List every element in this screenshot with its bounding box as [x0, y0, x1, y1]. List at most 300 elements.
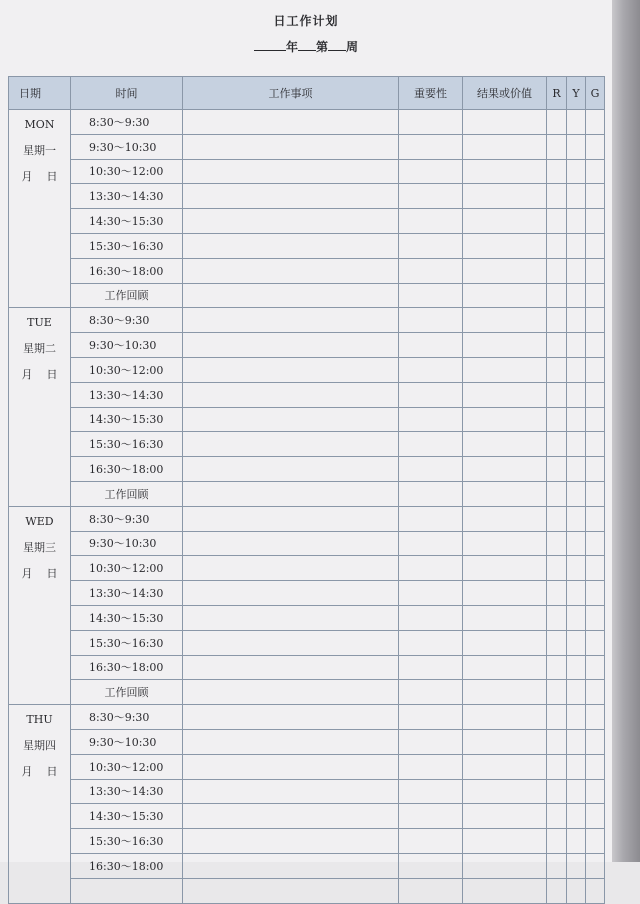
y-cell[interactable]: [567, 829, 586, 854]
time-slot: 14:30～15:30: [71, 209, 183, 234]
result-cell[interactable]: [463, 432, 547, 457]
time-slot-row: [9, 556, 605, 581]
header-importance: 重要性: [399, 77, 463, 110]
result-cell[interactable]: [463, 605, 547, 630]
task-cell[interactable]: [183, 878, 399, 903]
r-cell[interactable]: [547, 605, 567, 630]
time-slot-row: [9, 134, 605, 159]
result-cell[interactable]: [463, 134, 547, 159]
day-label-cell: [9, 308, 71, 506]
y-cell[interactable]: [567, 754, 586, 779]
day-abbr: TUE: [27, 316, 52, 330]
work-review-label: 工作回顾: [71, 680, 183, 705]
g-cell[interactable]: [586, 357, 605, 382]
g-cell[interactable]: [586, 209, 605, 234]
time-slot-row: [9, 729, 605, 754]
time-slot: 10:30～12:00: [71, 754, 183, 779]
time-slot-row: [9, 184, 605, 209]
time-slot-row: [9, 853, 605, 878]
y-cell[interactable]: [567, 655, 586, 680]
y-cell[interactable]: [567, 556, 586, 581]
time-slot: 13:30～14:30: [71, 581, 183, 606]
r-cell[interactable]: [547, 531, 567, 556]
r-cell[interactable]: [547, 159, 567, 184]
task-cell[interactable]: [183, 754, 399, 779]
day-weekday: 星期四: [23, 739, 56, 753]
y-cell[interactable]: [567, 457, 586, 482]
book-spine: [612, 0, 640, 862]
r-cell[interactable]: [547, 804, 567, 829]
time-slot: 14:30～15:30: [71, 605, 183, 630]
importance-cell[interactable]: [399, 159, 463, 184]
result-cell[interactable]: [463, 258, 547, 283]
y-cell[interactable]: [567, 333, 586, 358]
r-cell[interactable]: [547, 630, 567, 655]
r-cell[interactable]: [547, 754, 567, 779]
importance-cell[interactable]: [399, 382, 463, 407]
y-cell[interactable]: [567, 630, 586, 655]
time-slot: 13:30～14:30: [71, 382, 183, 407]
g-cell[interactable]: [586, 184, 605, 209]
time-slot: 13:30～14:30: [71, 779, 183, 804]
y-cell[interactable]: [567, 481, 586, 506]
time-slot-row: [9, 829, 605, 854]
importance-cell[interactable]: [399, 581, 463, 606]
importance-cell[interactable]: [399, 531, 463, 556]
g-cell[interactable]: [586, 754, 605, 779]
task-cell[interactable]: [183, 605, 399, 630]
importance-cell[interactable]: [399, 134, 463, 159]
r-cell[interactable]: [547, 729, 567, 754]
time-slot-row: [9, 159, 605, 184]
y-cell[interactable]: [567, 382, 586, 407]
g-cell[interactable]: [586, 333, 605, 358]
g-cell[interactable]: [586, 779, 605, 804]
time-slot-row: [9, 804, 605, 829]
task-cell[interactable]: [183, 233, 399, 258]
g-cell[interactable]: [586, 705, 605, 730]
review-row: [9, 680, 605, 705]
g-cell[interactable]: [586, 605, 605, 630]
y-cell[interactable]: [567, 506, 586, 531]
g-cell[interactable]: [586, 283, 605, 308]
y-cell[interactable]: [567, 729, 586, 754]
importance-cell[interactable]: [399, 333, 463, 358]
time-slot: 16:30～18:00: [71, 655, 183, 680]
month-label: 月: [21, 368, 33, 382]
month-day-line: [9, 561, 70, 587]
task-cell[interactable]: [183, 382, 399, 407]
time-slot: 15:30～16:30: [71, 432, 183, 457]
g-cell[interactable]: [586, 680, 605, 705]
day-of-month-label: 日: [46, 170, 58, 183]
g-cell[interactable]: [586, 853, 605, 878]
time-slot: 8:30～9:30: [71, 705, 183, 730]
time-slot: 16:30～18:00: [71, 258, 183, 283]
review-row: [9, 283, 605, 308]
importance-cell[interactable]: [399, 829, 463, 854]
g-cell[interactable]: [586, 729, 605, 754]
time-slot-row: [9, 705, 605, 730]
r-cell[interactable]: [547, 878, 567, 903]
time-slot-row: [9, 605, 605, 630]
g-cell[interactable]: [586, 308, 605, 333]
result-cell[interactable]: [463, 754, 547, 779]
r-cell[interactable]: [547, 258, 567, 283]
time-slot-row: [9, 779, 605, 804]
importance-cell[interactable]: [399, 630, 463, 655]
time-slot-row: [9, 655, 605, 680]
r-cell[interactable]: [547, 432, 567, 457]
result-cell[interactable]: [463, 233, 547, 258]
r-cell[interactable]: [547, 705, 567, 730]
y-cell[interactable]: [567, 283, 586, 308]
importance-cell[interactable]: [399, 407, 463, 432]
g-cell[interactable]: [586, 159, 605, 184]
time-slot: 8:30～9:30: [71, 110, 183, 135]
result-cell[interactable]: [463, 829, 547, 854]
r-cell[interactable]: [547, 357, 567, 382]
result-cell[interactable]: [463, 531, 547, 556]
month-day-line: [9, 362, 70, 388]
time-slot: 9:30～10:30: [71, 531, 183, 556]
time-slot-row: [9, 432, 605, 457]
task-cell[interactable]: [183, 804, 399, 829]
result-cell[interactable]: [463, 506, 547, 531]
review-row: [9, 481, 605, 506]
g-cell[interactable]: [586, 829, 605, 854]
month-label: 月: [21, 765, 33, 779]
r-cell[interactable]: [547, 457, 567, 482]
importance-cell[interactable]: [399, 754, 463, 779]
task-cell[interactable]: [183, 481, 399, 506]
time-slot: 15:30～16:30: [71, 630, 183, 655]
daily-plan-table: [8, 76, 605, 904]
task-cell[interactable]: [183, 209, 399, 234]
time-slot-row: [9, 258, 605, 283]
day-label-cell: [9, 110, 71, 308]
time-slot: 10:30～12:00: [71, 556, 183, 581]
time-slot: 16:30～18:00: [71, 457, 183, 482]
time-slot-row: [9, 506, 605, 531]
day-abbr: THU: [26, 713, 53, 727]
g-cell[interactable]: [586, 630, 605, 655]
task-cell[interactable]: [183, 779, 399, 804]
day-abbr: WED: [25, 514, 54, 528]
y-cell[interactable]: [567, 357, 586, 382]
y-cell[interactable]: [567, 581, 586, 606]
result-cell[interactable]: [463, 878, 547, 903]
y-cell[interactable]: [567, 853, 586, 878]
header-time: 时间: [71, 77, 183, 110]
task-cell[interactable]: [183, 457, 399, 482]
month-label: 月: [21, 566, 33, 580]
result-cell[interactable]: [463, 333, 547, 358]
time-slot-row: [9, 110, 605, 135]
day-label-cell: [9, 506, 71, 704]
result-cell[interactable]: [463, 581, 547, 606]
task-cell[interactable]: [183, 110, 399, 135]
importance-cell[interactable]: [399, 779, 463, 804]
r-cell[interactable]: [547, 308, 567, 333]
time-slot-row: [9, 581, 605, 606]
y-cell[interactable]: [567, 233, 586, 258]
week-blank[interactable]: [328, 38, 346, 51]
importance-cell[interactable]: [399, 680, 463, 705]
task-cell[interactable]: [183, 506, 399, 531]
task-cell[interactable]: [183, 655, 399, 680]
g-cell[interactable]: [586, 804, 605, 829]
r-cell[interactable]: [547, 209, 567, 234]
r-cell[interactable]: [547, 407, 567, 432]
r-cell[interactable]: [547, 134, 567, 159]
task-cell[interactable]: [183, 258, 399, 283]
time-slot-row: [9, 407, 605, 432]
r-cell[interactable]: [547, 779, 567, 804]
r-cell[interactable]: [547, 829, 567, 854]
time-slot: 15:30～16:30: [71, 829, 183, 854]
month-day-line: [9, 759, 70, 785]
r-cell[interactable]: [547, 333, 567, 358]
g-cell[interactable]: [586, 407, 605, 432]
importance-cell[interactable]: [399, 705, 463, 730]
task-cell[interactable]: [183, 333, 399, 358]
work-review-label: [71, 878, 183, 903]
year-label: 年: [285, 40, 298, 54]
result-cell[interactable]: [463, 804, 547, 829]
day-weekday: 星期一: [23, 144, 56, 157]
importance-cell[interactable]: [399, 729, 463, 754]
time-slot-row: [9, 531, 605, 556]
work-review-label: 工作回顾: [71, 481, 183, 506]
importance-cell[interactable]: [399, 308, 463, 333]
plan-body: [9, 110, 605, 904]
result-cell[interactable]: [463, 556, 547, 581]
day-of-month-label: 日: [46, 765, 58, 779]
g-cell[interactable]: [586, 581, 605, 606]
y-cell[interactable]: [567, 209, 586, 234]
time-slot: 10:30～12:00: [71, 159, 183, 184]
importance-cell[interactable]: [399, 556, 463, 581]
header-y: Y: [567, 77, 586, 110]
page-title: 日工作计划: [273, 14, 339, 28]
work-review-label: 工作回顾: [71, 283, 183, 308]
importance-cell[interactable]: [399, 605, 463, 630]
time-slot: 13:30～14:30: [71, 184, 183, 209]
importance-cell[interactable]: [399, 184, 463, 209]
y-cell[interactable]: [567, 407, 586, 432]
result-cell[interactable]: [463, 853, 547, 878]
header-g: G: [586, 77, 605, 110]
result-cell[interactable]: [463, 630, 547, 655]
result-cell[interactable]: [463, 457, 547, 482]
day-label-cell: [9, 705, 71, 903]
day-weekday: 星期二: [23, 342, 56, 356]
time-slot: 9:30～10:30: [71, 729, 183, 754]
task-cell[interactable]: [183, 432, 399, 457]
importance-cell[interactable]: [399, 853, 463, 878]
day-of-month-label: 日: [46, 368, 58, 382]
importance-cell[interactable]: [399, 878, 463, 903]
result-cell[interactable]: [463, 407, 547, 432]
result-cell[interactable]: [463, 110, 547, 135]
importance-cell[interactable]: [399, 258, 463, 283]
importance-cell[interactable]: [399, 457, 463, 482]
task-cell[interactable]: [183, 134, 399, 159]
importance-cell[interactable]: [399, 655, 463, 680]
r-cell[interactable]: [547, 233, 567, 258]
g-cell[interactable]: [586, 382, 605, 407]
y-cell[interactable]: [567, 680, 586, 705]
g-cell[interactable]: [586, 531, 605, 556]
g-cell[interactable]: [586, 233, 605, 258]
time-slot: 9:30～10:30: [71, 134, 183, 159]
task-cell[interactable]: [183, 556, 399, 581]
result-cell[interactable]: [463, 209, 547, 234]
y-cell[interactable]: [567, 159, 586, 184]
importance-cell[interactable]: [399, 357, 463, 382]
task-cell[interactable]: [183, 407, 399, 432]
task-cell[interactable]: [183, 853, 399, 878]
importance-cell[interactable]: [399, 233, 463, 258]
r-cell[interactable]: [547, 506, 567, 531]
r-cell[interactable]: [547, 853, 567, 878]
result-cell[interactable]: [463, 184, 547, 209]
day-weekday: 星期三: [23, 540, 56, 554]
g-cell[interactable]: [586, 506, 605, 531]
day-abbr: MON: [24, 118, 55, 131]
g-cell[interactable]: [586, 110, 605, 135]
importance-cell[interactable]: [399, 209, 463, 234]
y-cell[interactable]: [567, 531, 586, 556]
week-number-blank[interactable]: [298, 38, 316, 51]
time-slot-row: [9, 209, 605, 234]
importance-cell[interactable]: [399, 804, 463, 829]
r-cell[interactable]: [547, 283, 567, 308]
result-cell[interactable]: [463, 655, 547, 680]
g-cell[interactable]: [586, 655, 605, 680]
y-cell[interactable]: [567, 705, 586, 730]
r-cell[interactable]: [547, 581, 567, 606]
task-cell[interactable]: [183, 308, 399, 333]
time-slot-row: [9, 457, 605, 482]
result-cell[interactable]: [463, 308, 547, 333]
result-cell[interactable]: [463, 481, 547, 506]
r-cell[interactable]: [547, 680, 567, 705]
r-cell[interactable]: [547, 655, 567, 680]
time-slot: 14:30～15:30: [71, 804, 183, 829]
task-cell[interactable]: [183, 705, 399, 730]
time-slot-row: [9, 333, 605, 358]
task-cell[interactable]: [183, 581, 399, 606]
task-cell[interactable]: [183, 829, 399, 854]
header-row: [9, 77, 605, 110]
y-cell[interactable]: [567, 308, 586, 333]
r-cell[interactable]: [547, 110, 567, 135]
task-cell[interactable]: [183, 184, 399, 209]
time-slot-row: [9, 754, 605, 779]
y-cell[interactable]: [567, 258, 586, 283]
time-slot: 8:30～9:30: [71, 506, 183, 531]
header-date: 日期: [9, 77, 71, 110]
task-cell[interactable]: [183, 680, 399, 705]
time-slot-row: [9, 233, 605, 258]
header-task: 工作事项: [183, 77, 399, 110]
week-prefix-label: 第: [315, 40, 328, 54]
week-label: 周: [346, 40, 359, 54]
y-cell[interactable]: [567, 804, 586, 829]
r-cell[interactable]: [547, 556, 567, 581]
y-cell[interactable]: [567, 184, 586, 209]
result-cell[interactable]: [463, 159, 547, 184]
task-cell[interactable]: [183, 357, 399, 382]
y-cell[interactable]: [567, 779, 586, 804]
task-cell[interactable]: [183, 159, 399, 184]
g-cell[interactable]: [586, 556, 605, 581]
y-cell[interactable]: [567, 605, 586, 630]
g-cell[interactable]: [586, 432, 605, 457]
r-cell[interactable]: [547, 184, 567, 209]
importance-cell[interactable]: [399, 506, 463, 531]
result-cell[interactable]: [463, 680, 547, 705]
month-label: 月: [21, 170, 33, 183]
result-cell[interactable]: [463, 357, 547, 382]
time-slot-row: [9, 382, 605, 407]
result-cell[interactable]: [463, 729, 547, 754]
time-slot: 16:30～18:00: [71, 853, 183, 878]
time-slot: 9:30～10:30: [71, 333, 183, 358]
week-line: [0, 38, 612, 55]
header-r: R: [547, 77, 567, 110]
month-day-line: [9, 164, 70, 190]
time-slot-row: [9, 308, 605, 333]
result-cell[interactable]: [463, 705, 547, 730]
y-cell[interactable]: [567, 110, 586, 135]
task-cell[interactable]: [183, 283, 399, 308]
result-cell[interactable]: [463, 283, 547, 308]
y-cell[interactable]: [567, 432, 586, 457]
time-slot: 15:30～16:30: [71, 233, 183, 258]
task-cell[interactable]: [183, 531, 399, 556]
year-blank[interactable]: [254, 38, 286, 51]
y-cell[interactable]: [567, 878, 586, 903]
result-cell[interactable]: [463, 779, 547, 804]
g-cell[interactable]: [586, 457, 605, 482]
importance-cell[interactable]: [399, 481, 463, 506]
importance-cell[interactable]: [399, 432, 463, 457]
time-slot-row: [9, 630, 605, 655]
time-slot-row: [9, 357, 605, 382]
r-cell[interactable]: [547, 382, 567, 407]
review-row: [9, 878, 605, 903]
time-slot: 8:30～9:30: [71, 308, 183, 333]
importance-cell[interactable]: [399, 283, 463, 308]
g-cell[interactable]: [586, 878, 605, 903]
task-cell[interactable]: [183, 630, 399, 655]
time-slot: 10:30～12:00: [71, 357, 183, 382]
r-cell[interactable]: [547, 481, 567, 506]
y-cell[interactable]: [567, 134, 586, 159]
time-slot: 14:30～15:30: [71, 407, 183, 432]
day-of-month-label: 日: [46, 566, 58, 580]
g-cell[interactable]: [586, 134, 605, 159]
header-result: 结果或价值: [463, 77, 547, 110]
task-cell[interactable]: [183, 729, 399, 754]
result-cell[interactable]: [463, 382, 547, 407]
g-cell[interactable]: [586, 258, 605, 283]
importance-cell[interactable]: [399, 110, 463, 135]
g-cell[interactable]: [586, 481, 605, 506]
